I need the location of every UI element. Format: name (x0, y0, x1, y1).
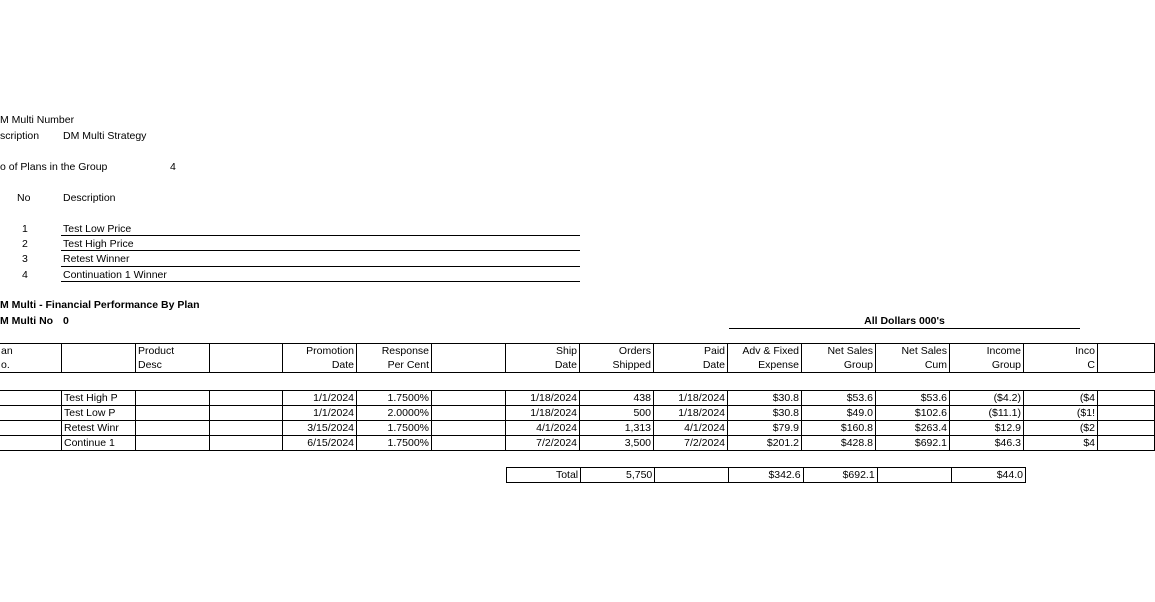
cell-product: Test High P (62, 391, 136, 406)
cell-net-cum: $53.6 (876, 391, 950, 406)
plans-in-group-label: o of Plans in the Group (0, 161, 108, 173)
dollars-note-underline (729, 328, 1080, 329)
cell-net-group: $53.6 (802, 391, 876, 406)
header-blank (432, 344, 506, 359)
header-net-cum-2: Cum (876, 358, 950, 373)
table-row (0, 391, 1155, 406)
header-ship-2: Date (506, 358, 580, 373)
cell-blank (1098, 421, 1155, 436)
plan-no: 3 (22, 253, 28, 265)
dollars-note: All Dollars 000's (864, 315, 945, 327)
header-response: Response (357, 344, 432, 359)
header-income-group: Income (950, 344, 1024, 359)
dm-multi-no-value: 0 (63, 315, 69, 327)
total-blank (877, 468, 951, 483)
cell-adv: $79.9 (728, 421, 802, 436)
cell-net-cum: $102.6 (876, 406, 950, 421)
header-response-2: Per Cent (357, 358, 432, 373)
cell-plan (0, 421, 62, 436)
plan-no: 1 (22, 223, 28, 235)
cell-income-group: $12.9 (950, 421, 1024, 436)
cell-blank (432, 421, 506, 436)
table-row (0, 406, 1155, 421)
cell-orders: 500 (580, 406, 654, 421)
cell-net-cum: $263.4 (876, 421, 950, 436)
header-net-group-2: Group (802, 358, 876, 373)
plan-no: 4 (22, 269, 28, 281)
header-product: Product (136, 344, 210, 359)
total-label: Total (507, 468, 581, 483)
dm-multi-no-label: M Multi No (0, 315, 54, 327)
cell-promo: 6/15/2024 (283, 436, 357, 451)
plan-description: Continuation 1 Winner (63, 269, 167, 281)
cell-ship: 4/1/2024 (506, 421, 580, 436)
cell-income-cum: ($1! (1024, 406, 1098, 421)
cell-blank (1098, 391, 1155, 406)
cell-ship: 7/2/2024 (506, 436, 580, 451)
plans-in-group-value: 4 (170, 161, 176, 173)
header-blank (62, 358, 136, 373)
header-promotion: Promotion (283, 344, 357, 359)
header-orders: Orders (580, 344, 654, 359)
header-blank (62, 344, 136, 359)
description-column-label: Description (63, 192, 116, 204)
table-row (0, 436, 1155, 451)
cell-blank (136, 421, 210, 436)
header-product-2: Desc (136, 358, 210, 373)
total-blank (655, 468, 729, 483)
cell-income-group: ($11.1) (950, 406, 1024, 421)
header-paid: Paid (654, 344, 728, 359)
cell-plan (0, 406, 62, 421)
cell-income-cum: ($2 (1024, 421, 1098, 436)
plan-underline (61, 250, 580, 251)
header-income-cum: Inco (1024, 344, 1098, 359)
plan-underline (61, 235, 580, 236)
plan-description: Retest Winner (63, 253, 130, 265)
header-income-group-2: Group (950, 358, 1024, 373)
total-net-group: $692.1 (803, 468, 877, 483)
cell-resp: 1.7500% (357, 421, 432, 436)
header-promotion-2: Date (283, 358, 357, 373)
cell-blank (136, 436, 210, 451)
cell-paid: 4/1/2024 (654, 421, 728, 436)
plan-underline (61, 266, 580, 267)
cell-income-cum: ($4 (1024, 391, 1098, 406)
header-income-cum-2: C (1024, 358, 1098, 373)
totals-row (506, 467, 1026, 483)
cell-net-group: $49.0 (802, 406, 876, 421)
header-blank (1098, 358, 1155, 373)
cell-product: Continue 1 (62, 436, 136, 451)
cell-blank (210, 436, 283, 451)
cell-income-group: ($4.2) (950, 391, 1024, 406)
cell-blank (432, 406, 506, 421)
performance-table-body (0, 390, 1155, 451)
cell-ship: 1/18/2024 (506, 406, 580, 421)
cell-blank (432, 391, 506, 406)
cell-adv: $30.8 (728, 406, 802, 421)
description-label: scription (0, 130, 40, 142)
header-blank (432, 358, 506, 373)
cell-promo: 1/1/2024 (283, 391, 357, 406)
cell-plan (0, 436, 62, 451)
header-orders-2: Shipped (580, 358, 654, 373)
no-column-label: No (17, 192, 31, 204)
plan-underline (61, 281, 580, 282)
header-adv-2: Expense (728, 358, 802, 373)
cell-orders: 1,313 (580, 421, 654, 436)
plan-no: 2 (22, 238, 28, 250)
cell-resp: 1.7500% (357, 436, 432, 451)
cell-blank (136, 406, 210, 421)
plan-description: Test Low Price (63, 223, 132, 235)
cell-net-cum: $692.1 (876, 436, 950, 451)
cell-plan (0, 391, 62, 406)
header-blank (1098, 344, 1155, 359)
cell-blank (210, 391, 283, 406)
header-blank (210, 358, 283, 373)
header-adv: Adv & Fixed (728, 344, 802, 359)
cell-promo: 3/15/2024 (283, 421, 357, 436)
header-plan-2: o. (0, 358, 62, 373)
cell-net-group: $160.8 (802, 421, 876, 436)
dm-multi-number-label: M Multi Number (0, 114, 75, 126)
header-net-cum: Net Sales (876, 344, 950, 359)
performance-table-header (0, 343, 1155, 373)
cell-adv: $201.2 (728, 436, 802, 451)
cell-blank (136, 391, 210, 406)
cell-product: Test Low P (62, 406, 136, 421)
cell-income-cum: $4 (1024, 436, 1098, 451)
cell-resp: 2.0000% (357, 406, 432, 421)
cell-paid: 7/2/2024 (654, 436, 728, 451)
header-paid-2: Date (654, 358, 728, 373)
description-value: DM Multi Strategy (63, 130, 147, 142)
header-net-group: Net Sales (802, 344, 876, 359)
cell-blank (432, 436, 506, 451)
cell-paid: 1/18/2024 (654, 406, 728, 421)
cell-resp: 1.7500% (357, 391, 432, 406)
cell-orders: 438 (580, 391, 654, 406)
report-title: M Multi - Financial Performance By Plan (0, 299, 200, 311)
total-adv: $342.6 (729, 468, 803, 483)
header-plan: an (0, 344, 62, 359)
cell-promo: 1/1/2024 (283, 406, 357, 421)
cell-blank (1098, 436, 1155, 451)
cell-income-group: $46.3 (950, 436, 1024, 451)
table-row (0, 421, 1155, 436)
header-blank (210, 344, 283, 359)
cell-blank (1098, 406, 1155, 421)
cell-adv: $30.8 (728, 391, 802, 406)
plan-description: Test High Price (63, 238, 134, 250)
total-orders: 5,750 (581, 468, 655, 483)
cell-ship: 1/18/2024 (506, 391, 580, 406)
cell-product: Retest Winr (62, 421, 136, 436)
header-ship: Ship (506, 344, 580, 359)
cell-blank (210, 421, 283, 436)
cell-blank (210, 406, 283, 421)
cell-net-group: $428.8 (802, 436, 876, 451)
cell-paid: 1/18/2024 (654, 391, 728, 406)
total-income-group: $44.0 (951, 468, 1025, 483)
cell-orders: 3,500 (580, 436, 654, 451)
